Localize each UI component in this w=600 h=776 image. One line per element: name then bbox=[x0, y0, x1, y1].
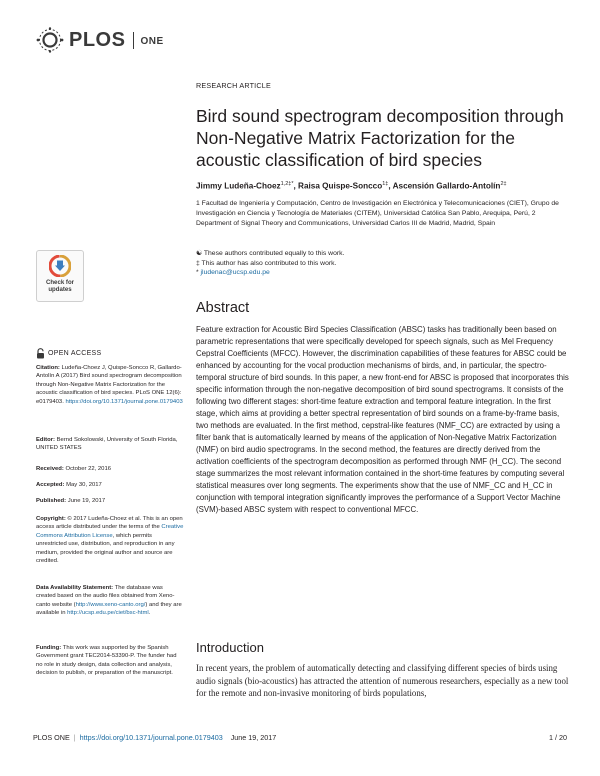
article-type: RESEARCH ARTICLE bbox=[196, 81, 271, 90]
dataset-link[interactable]: http://ucsp.edu.pe/ciet/bsc-html bbox=[67, 610, 149, 617]
author-notes bbox=[196, 249, 568, 278]
author-separator: , bbox=[388, 181, 393, 191]
plos-wordmark: PLOS bbox=[69, 28, 126, 51]
published-date: Published: June 19, 2017 bbox=[36, 498, 106, 504]
abstract-heading: Abstract bbox=[196, 300, 250, 316]
author-sup: 2‡ bbox=[500, 181, 507, 187]
citation-doi-link[interactable]: https://doi.org/10.1371/journal.pone.0179403 bbox=[65, 398, 183, 405]
author-separator: , bbox=[293, 181, 299, 191]
author-name[interactable]: Raisa Quispe-Soncco bbox=[298, 181, 383, 191]
journal-name: ONE bbox=[140, 35, 164, 47]
author-list bbox=[196, 179, 576, 192]
badge-line1: Check for bbox=[45, 279, 75, 286]
xeno-canto-link[interactable]: http://www.xeno-canto.org/ bbox=[75, 601, 146, 608]
corresponding-email: * jludenac@ucsp.edu.pe bbox=[196, 269, 270, 277]
email-link[interactable]: jludenac@ucsp.edu.pe bbox=[200, 269, 270, 277]
author-sup: 1,2‡* bbox=[280, 181, 294, 187]
author-sup: 1‡ bbox=[382, 181, 389, 187]
check-updates-icon bbox=[49, 255, 71, 277]
page-footer: PLOS ONE | https://doi.org/10.1371/journal.pone.0179403 June 19, 2017 1 / 20 bbox=[33, 733, 567, 742]
citation: Citation: Ludeña-Choez J, Quispe-Soncco R, Gallardo-Antolín A (2017) Bird sound spectrogram decomposition through Non-Negative Matrix Factorization for the acoustic classification of bird species. PLoS ONE 12(6): e0179403. https://doi.org/10.1371/journal.pone.0179403 bbox=[36, 365, 183, 405]
footer-doi-link[interactable]: https://doi.org/10.1371/journal.pone.0179403 bbox=[79, 733, 223, 742]
check-for-updates-badge[interactable] bbox=[36, 250, 84, 302]
footer-journal: PLOS ONE bbox=[33, 733, 70, 742]
license-link[interactable]: Creative Commons Attribution License bbox=[36, 524, 184, 539]
note-equal: ☯ These authors contributed equally to this work. bbox=[196, 250, 345, 257]
received-date: Received: October 22, 2016 bbox=[36, 466, 112, 472]
plos-mark-icon bbox=[33, 27, 67, 53]
accepted-date: Accepted: May 30, 2017 bbox=[36, 482, 102, 488]
introduction-heading: Introduction bbox=[196, 640, 264, 655]
logo-divider bbox=[133, 32, 134, 49]
author-name[interactable]: Ascensión Gallardo-Antolín bbox=[392, 181, 501, 191]
plos-logo[interactable] bbox=[33, 27, 164, 53]
open-lock-icon bbox=[36, 348, 45, 359]
article-title: Bird sound spectrogram decomposition through Non-Negative Matrix Factorization for the acoustic classification of bird species bbox=[196, 106, 564, 170]
abstract-text: Feature extraction for Acoustic Bird Species Classification (ABSC) tasks has traditionally been based on parametric representations that were specifically developed for speech signals, such as Mel Frequency Cepstral Coefficients (MFCC). However, the discrimination capabilities of these features for ABSC could be enhanced by accounting for the vocal production mechanisms of birds, and, in particular, the spectro-temporal structure of bird sounds. In this paper, a new front-end for ABSC is proposed that incorporates this specific information through the non-negative decomposition of bird sound spectrograms. It consists of the following two different stages: short-time feature extraction and temporal feature integration. In the first stage, which aims at providing a better spectral representation of bird sounds on a frame-by-frame basis, two methods are evaluated. In the first method, cepstral-like features (NMF_CC) are extracted by using a filter bank that is automatically learned by means of the application of Non-Negative Matrix Factorization (NMF) on bird audio spectrograms. In the second method, the features are directly derived from the activation coefficients of the spectrogram decomposition as performed through NMF (H_CC). The second stage summarizes the most relevant information contained in the short-time features by computing several statistical measures over long segments. The experiments show that the use of NMF_CC and H_CC in conjunction with temporal integration significantly improves the performance of a Support Vector Machine (SVM)-based ABSC system with respect to conventional MFCC. bbox=[196, 325, 569, 514]
funding: Funding: This work was supported by the Spanish Government grant TEC2014-53390-P. The funder had no role in study design, data collection and analysis, decision to publish, or preparation of the manuscript. bbox=[36, 645, 177, 677]
author-name[interactable]: Jimmy Ludeña-Choez bbox=[196, 181, 281, 191]
page-number: 1 / 20 bbox=[549, 733, 567, 742]
data-availability: Data Availability Statement: The database was created based on the audio files obtained from Xeno-canto website (http://www.xeno-canto.org/) and they are available in http://ucsp.edu.pe/ciet/bsc-html. bbox=[36, 585, 182, 617]
note-also: ‡ This author has also contributed to this work. bbox=[196, 259, 337, 267]
editor: Editor: Bernd Sokolowski, University of South Florida, UNITED STATES bbox=[36, 437, 178, 452]
affiliations: 1 Facultad de Ingeniería y Computación, Centro de Investigación en Electrónica y Telecomunicaciones (CIET), Grupo de Investigación en Ciencia y Tecnología de Materiales (CITEM), Universidad Católica San Pablo, Arequipa, Perú, 2 Department of Signal Theory and Communications, Universidad Carlos III de Madrid, Madrid, Spain bbox=[196, 200, 559, 228]
open-access: OPEN ACCESS bbox=[36, 348, 101, 359]
introduction-text: In recent years, the problem of automatically detecting and classifying different species of birds using audio signals (bio-acoustics) has attracted the attention of numerous researchers, especially as a new tool for the remote and non-invasive monitoring of birds populations, bbox=[196, 663, 569, 698]
copyright: Copyright: © 2017 Ludeña-Choez et al. This is an open access article distributed under the terms of the Creative Commons Attribution License, which permits unrestricted use, distribution, and reproduction in any medium, provided the original author and source are credited. bbox=[36, 516, 184, 565]
badge-line2: updates bbox=[48, 286, 72, 293]
footer-date: June 19, 2017 bbox=[230, 733, 277, 742]
